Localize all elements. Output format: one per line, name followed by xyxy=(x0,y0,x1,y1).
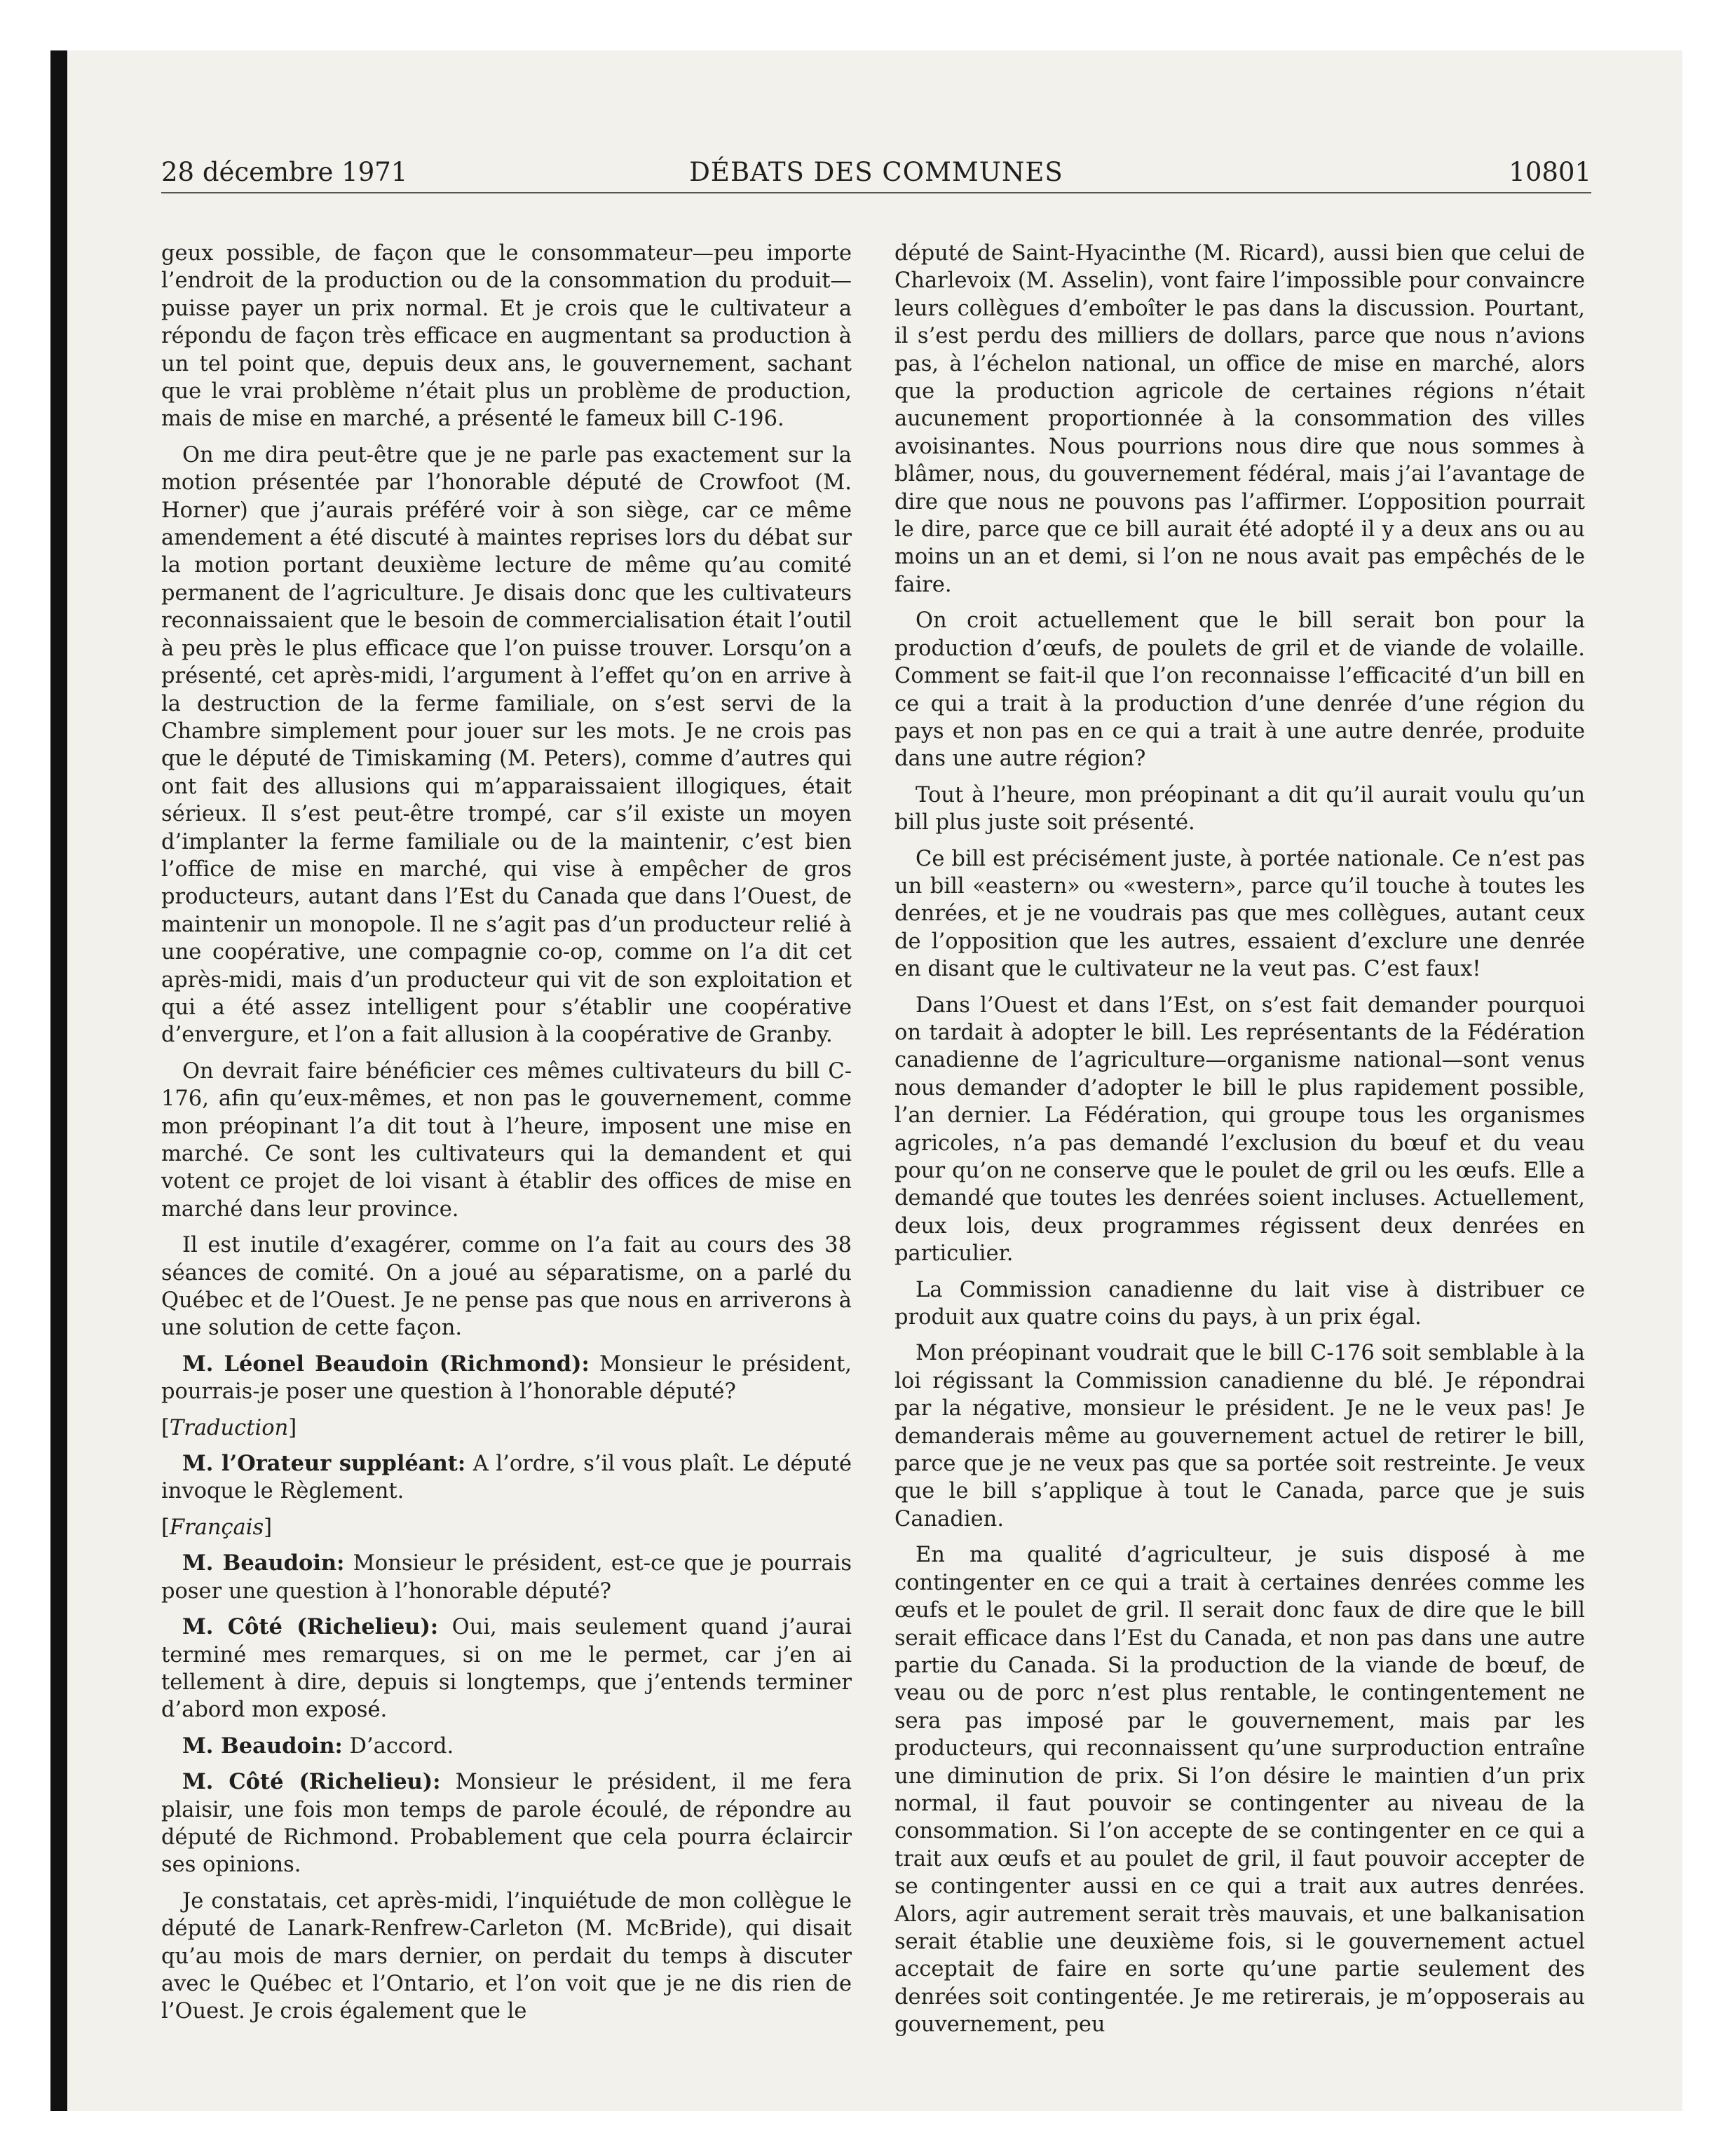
speech-text: Oui, mais seulement quand j’aurai terminé mes remarques, si on me le permet, car j’en ai tellement à dire, depuis si longtemps, que j’entends terminer d’abord mon exposé. xyxy=(161,1615,852,1723)
paragraph: On me dira peut-être que je ne parle pas exactement sur la motion présentée par l’honorable député de Crowfoot (M. Horner) que j’aurais préféré voir à son siège, car ce même amendement a été discuté à maintes reprises lors du débat sur la motion portant deuxième lecture de même qu’au comité permanent de l’agriculture. Je disais donc que les cultivateurs reconnaissaient que le besoin de commercialisation était l’outil à peu près le plus efficace que l’on puisse trouver. Lorsqu’on a présenté, cet après-midi, l’argument à l’effet qu’on en arrive à la destruction de la ferme familiale, on s’est servi de la Chambre simplement pour jouer sur les mots. Je ne crois pas que le député de Timiskaming (M. Peters), comme d’autres qui ont fait des allusions qui m’apparaissaient illogiques, était sérieux. Il s’est peut-être trompé, car s’il existe un moyen d’implanter la ferme familiale ou de la maintenir, c’est bien l’office de mise en marché, qui vise à empêcher de gros producteurs, autant dans l’Est du Canada que dans l’Ouest, de maintenir un monopole. Il ne s’agit pas d’un producteur relié à une coopérative, une compagnie co-op, comme on l’a dit cet après-midi, mais d’un producteur qui vit de son exploitation et qui a été assez intelligent pour s’établir une coopérative d’envergure, et l’on a fait allusion à la coopérative de Granby. xyxy=(161,442,852,1048)
speaker-name: M. Léonel Beaudoin (Richmond): xyxy=(182,1351,590,1377)
continued-paragraph: geux possible, de façon que le consommateur—peu importe l’endroit de la production ou de la consommation du produit—puisse payer un prix normal. Et je crois que le cultivateur a répondu de façon très efficace en augmentant sa production à un tel point que, depuis deux ans, le gouvernement, sachant que le vrai problème n’était plus un problème de production, mais de mise en marché, a présenté le fameux bill C-196. xyxy=(161,241,852,432)
paragraph: Mon préopinant voudrait que le bill C-176 soit semblable à la loi régissant la Commission canadienne du blé. Je répondrai par la négative, monsieur le président. Je ne le veux pas! Je demanderais même au gouvernement actuel de retirer le bill, parce que je ne veux pas que sa portée soit restreinte. Je veux que le bill s’applique à tout le Canada, parce que je suis Canadien. xyxy=(894,1341,1585,1531)
speaker-name: M. Beaudoin: xyxy=(182,1550,345,1576)
speech-text: D’accord. xyxy=(349,1733,454,1759)
column-right xyxy=(894,240,1585,2047)
speech-paragraph xyxy=(161,1351,852,1406)
header-title: DÉBATS DES COMMUNES xyxy=(689,157,1063,187)
speech-text: Monsieur le président, il me fera plaisir, une fois mon temps de parole écoulé, de répondre au député de Richmond. Probablement que cela pourra éclaircir ses opinions. xyxy=(161,1770,852,1878)
header-page-number: 10801 xyxy=(1509,157,1591,187)
speaker-name: M. l’Orateur suppléant: xyxy=(182,1451,466,1477)
page-header xyxy=(161,153,1591,193)
speech-paragraph xyxy=(161,1550,852,1605)
speech-paragraph xyxy=(161,1450,852,1506)
speaker-name: M. Côté (Richelieu): xyxy=(182,1614,439,1640)
speech-paragraph xyxy=(161,1733,852,1760)
paragraph: On devrait faire bénéficier ces mêmes cultivateurs du bill C-176, afin qu’eux-mêmes, et non pas le gouvernement, comme mon préopinant l’a dit tout à l’heure, imposent une mise en marché. Ce sont les cultivateurs qui la demandent et qui votent ce projet de loi visant à établir des offices de mise en marché dans leur province. xyxy=(161,1058,852,1222)
paragraph: Dans l’Ouest et dans l’Est, on s’est fait demander pourquoi on tardait à adopter le bill. Les représentants de la Fédération canadienne de l’agriculture—organisme national—sont venus nous demander d’adopter le bill le plus rapidement possible, l’an dernier. La Fédération, qui groupe tous les organismes agricoles, n’a pas demandé l’exclusion du bœuf et du veau pour qu’on ne conserve que le poulet de gril ou les œufs. Elle a demandé que toutes les denrées soient incluses. Actuellement, deux lois, deux programmes régissent deux denrées en particulier. xyxy=(894,992,1585,1267)
speaker-name: M. Beaudoin: xyxy=(182,1733,343,1759)
paragraph: En ma qualité d’agriculteur, je suis disposé à me contingenter en ce qui a trait à certaines denrées comme les œufs et le poulet de gril. Il serait donc faux de dire que le bill serait efficace dans l’Est du Canada, et non pas dans une autre partie du Canada. Si la production de la viande de bœuf, de veau ou de porc n’est plus rentable, le contingentement ne sera pas imposé par le gouvernement, mais par les producteurs, qui reconnaissent qu’une surproduction entraîne une diminution de prix. Si l’on désire le maintien d’un prix normal, il faut pouvoir se contingenter au niveau de la consommation. Si l’on accepte de se contingenter en ce qui a trait aux œufs et au poulet de gril, il faut pouvoir accepter de se contingenter aussi en ce qui a trait aux autres denrées. Alors, agir autrement serait très mauvais, et une balkanisation serait établie une deuxième fois, si le gouvernement actuel acceptait de faire en sorte qu’une partie seulement des denrées soit contingentée. Je me retirerais, je m’opposerais au gouvernement, peu xyxy=(894,1543,1585,2038)
paragraph: La Commission canadienne du lait vise à distribuer ce produit aux quatre coins du pays, à un prix égal. xyxy=(894,1277,1585,1330)
paragraph: On croit actuellement que le bill serait bon pour la production d’œufs, de poulets de gril et de viande de volaille. Comment se fait-il que l’on reconnaisse l’efficacité d’un bill en ce qui a trait à la production d’une denrée d’une région du pays et non pas en ce qui a trait à une autre denrée, produite dans une autre région? xyxy=(894,608,1585,772)
speech-text: Monsieur le président, pourrais-je poser une question à l’honorable député? xyxy=(161,1351,852,1405)
header-date: 28 décembre 1971 xyxy=(161,157,408,187)
continued-paragraph: député de Saint-Hyacinthe (M. Ricard), aussi bien que celui de Charlevoix (M. Asselin), vont faire l’impossible pour convaincre leurs collègues d’emboîter le pas dans la discussion. Pourtant, il s’est perdu des milliers de dollars, parce que nous n’avions pas, à l’échelon national, un office de mise en marché, alors que la production agricole de certaines régions n’était aucunement proportionnée à la consommation des villes avoisinantes. Nous pourrions nous dire que nous sommes à blâmer, nous, du gouvernement fédéral, mais j’ai l’avantage de dire que nous ne pouvons pas l’affirmer. L’opposition pourrait le dire, parce que ce bill aurait été adopté il y a deux ans ou au moins un an et demi, si l’on ne nous avait pas empêchés de le faire. xyxy=(894,241,1585,597)
language-note: [Français] xyxy=(161,1515,273,1540)
speech-paragraph xyxy=(161,1768,852,1879)
paragraph: Je constatais, cet après-midi, l’inquiétude de mon collègue le député de Lanark-Renfrew-Carleton (M. McBride), qui disait qu’au mois de mars dernier, on perdait du temps à discuter avec le Québec et l’Ontario, et l’on voit que je ne dis rien de l’Ouest. Je crois également que le xyxy=(161,1888,852,2024)
speech-paragraph xyxy=(161,1613,852,1724)
speech-text: A l’ordre, s’il vous plaît. Le député invoque le Règlement. xyxy=(161,1452,852,1504)
language-note-text: Français xyxy=(169,1515,264,1540)
language-note: [Traduction] xyxy=(161,1415,297,1440)
scan-edge xyxy=(50,50,67,2111)
paragraph: Ce bill est précisément juste, à portée nationale. Ce n’est pas un bill «eastern» ou «western», parce qu’il touche à toutes les denrées, et je ne voudrais pas que mes collègues, autant ceux de l’opposition que les autres, essaient d’exclure une denrée en disant que le cultivateur ne la veut pas. C’est faux! xyxy=(894,846,1585,982)
paragraph: Tout à l’heure, mon préopinant a dit qu’il aurait voulu qu’un bill plus juste soit présenté. xyxy=(894,782,1585,835)
paragraph: Il est inutile d’exagérer, comme on l’a fait au cours des 38 séances de comité. On a joué au séparatisme, on a parlé du Québec et de l’Ouest. Je ne pense pas que nous en arriverons à une solution de cette façon. xyxy=(161,1233,852,1341)
language-note-text: Traduction xyxy=(169,1415,289,1440)
speaker-name: M. Côté (Richelieu): xyxy=(182,1769,441,1795)
speech-text: Monsieur le président, est-ce que je pourrais poser une question à l’honorable député? xyxy=(161,1551,852,1604)
column-left xyxy=(161,240,852,2034)
